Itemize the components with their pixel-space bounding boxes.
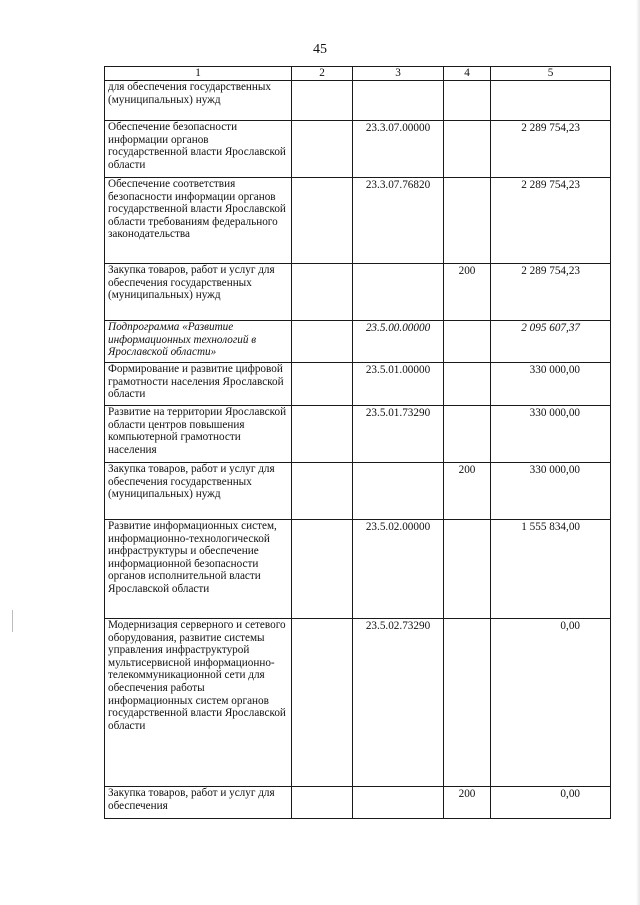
table-row bbox=[105, 121, 611, 178]
table-row bbox=[105, 619, 611, 787]
row-amount-cell: 330 000,00 bbox=[491, 363, 611, 406]
scan-speck bbox=[12, 610, 13, 632]
row-name-cell: Закупка товаров, работ и услуг для обеспечения bbox=[105, 787, 292, 819]
row-name-cell: Формирование и развитие цифровой грамотности населения Ярославской области bbox=[105, 363, 292, 406]
table-row bbox=[105, 520, 611, 619]
table-row bbox=[105, 321, 611, 363]
row-amount-cell: 330 000,00 bbox=[491, 406, 611, 463]
row-col2-cell bbox=[292, 178, 353, 264]
row-expense-type-cell: 200 bbox=[444, 463, 491, 520]
row-expense-type-cell bbox=[444, 363, 491, 406]
row-amount-cell: 330 000,00 bbox=[491, 463, 611, 520]
row-name-cell: Обеспечение соответствия безопасности информации органов государственной власти Ярославской области требованиям федерального законодательства bbox=[105, 178, 292, 264]
row-expense-type-cell bbox=[444, 520, 491, 619]
row-expense-type-cell bbox=[444, 321, 491, 363]
row-code-cell bbox=[353, 81, 444, 121]
row-expense-type-cell bbox=[444, 81, 491, 121]
row-name-cell: Обеспечение безопасности информации органов государственной власти Ярославской области bbox=[105, 121, 292, 178]
table-row bbox=[105, 264, 611, 321]
row-name-cell: Закупка товаров, работ и услуг для обеспечения государственных (муниципальных) нужд bbox=[105, 463, 292, 520]
row-expense-type-cell bbox=[444, 121, 491, 178]
row-name-cell: Подпрограмма «Развитие информационных технологий в Ярославской области» bbox=[105, 321, 292, 363]
page-number: 45 bbox=[313, 42, 327, 57]
row-amount-cell bbox=[491, 81, 611, 121]
row-code-cell: 23.5.00.00000 bbox=[353, 321, 444, 363]
row-code-cell: 23.3.07.76820 bbox=[353, 178, 444, 264]
row-col2-cell bbox=[292, 463, 353, 520]
row-name-cell: Закупка товаров, работ и услуг для обеспечения государственных (муниципальных) нужд bbox=[105, 264, 292, 321]
header-cell-5: 5 bbox=[491, 67, 611, 81]
row-amount-cell: 0,00 bbox=[491, 787, 611, 819]
row-name-cell: Модернизация серверного и сетевого оборудования, развитие системы управления инфраструктурой мультисервисной информационно-телекоммуникационной сети для обеспечения работы информационных систем органов государственной власти Ярославской области bbox=[105, 619, 292, 787]
row-expense-type-cell bbox=[444, 406, 491, 463]
row-code-cell: 23.5.01.00000 bbox=[353, 363, 444, 406]
row-col2-cell bbox=[292, 321, 353, 363]
row-code-cell bbox=[353, 787, 444, 819]
row-col2-cell bbox=[292, 787, 353, 819]
row-code-cell: 23.5.02.73290 bbox=[353, 619, 444, 787]
row-expense-type-cell: 200 bbox=[444, 787, 491, 819]
table-row bbox=[105, 178, 611, 264]
header-cell-1: 1 bbox=[105, 67, 292, 81]
table-row bbox=[105, 787, 611, 819]
row-amount-cell: 2 289 754,23 bbox=[491, 178, 611, 264]
table-row bbox=[105, 363, 611, 406]
row-code-cell: 23.3.07.00000 bbox=[353, 121, 444, 178]
row-expense-type-cell bbox=[444, 619, 491, 787]
row-code-cell: 23.5.01.73290 bbox=[353, 406, 444, 463]
row-code-cell: 23.5.02.00000 bbox=[353, 520, 444, 619]
row-expense-type-cell bbox=[444, 178, 491, 264]
header-cell-4: 4 bbox=[444, 67, 491, 81]
table-body bbox=[105, 67, 611, 819]
row-col2-cell bbox=[292, 406, 353, 463]
row-code-cell bbox=[353, 463, 444, 520]
header-cell-2: 2 bbox=[292, 67, 353, 81]
table-row bbox=[105, 463, 611, 520]
scan-edge-shadow bbox=[636, 0, 640, 905]
table-row bbox=[105, 81, 611, 121]
row-expense-type-cell: 200 bbox=[444, 264, 491, 321]
row-col2-cell bbox=[292, 363, 353, 406]
table-row bbox=[105, 406, 611, 463]
row-col2-cell bbox=[292, 520, 353, 619]
row-col2-cell bbox=[292, 264, 353, 321]
row-amount-cell: 2 289 754,23 bbox=[491, 121, 611, 178]
row-col2-cell bbox=[292, 121, 353, 178]
row-amount-cell: 2 289 754,23 bbox=[491, 264, 611, 321]
budget-table bbox=[104, 66, 611, 819]
row-col2-cell bbox=[292, 619, 353, 787]
table-header-row bbox=[105, 67, 611, 81]
row-amount-cell: 0,00 bbox=[491, 619, 611, 787]
row-amount-cell: 2 095 607,37 bbox=[491, 321, 611, 363]
row-name-cell: Развитие информационных систем, информационно-технологической инфраструктуры и обеспечение информационной безопасности органов исполнительной власти Ярославской области bbox=[105, 520, 292, 619]
header-cell-3: 3 bbox=[353, 67, 444, 81]
row-name-cell: Развитие на территории Ярославской области центров повышения компьютерной грамотности населения bbox=[105, 406, 292, 463]
row-name-cell: для обеспечения государственных (муниципальных) нужд bbox=[105, 81, 292, 121]
row-col2-cell bbox=[292, 81, 353, 121]
row-code-cell bbox=[353, 264, 444, 321]
row-amount-cell: 1 555 834,00 bbox=[491, 520, 611, 619]
